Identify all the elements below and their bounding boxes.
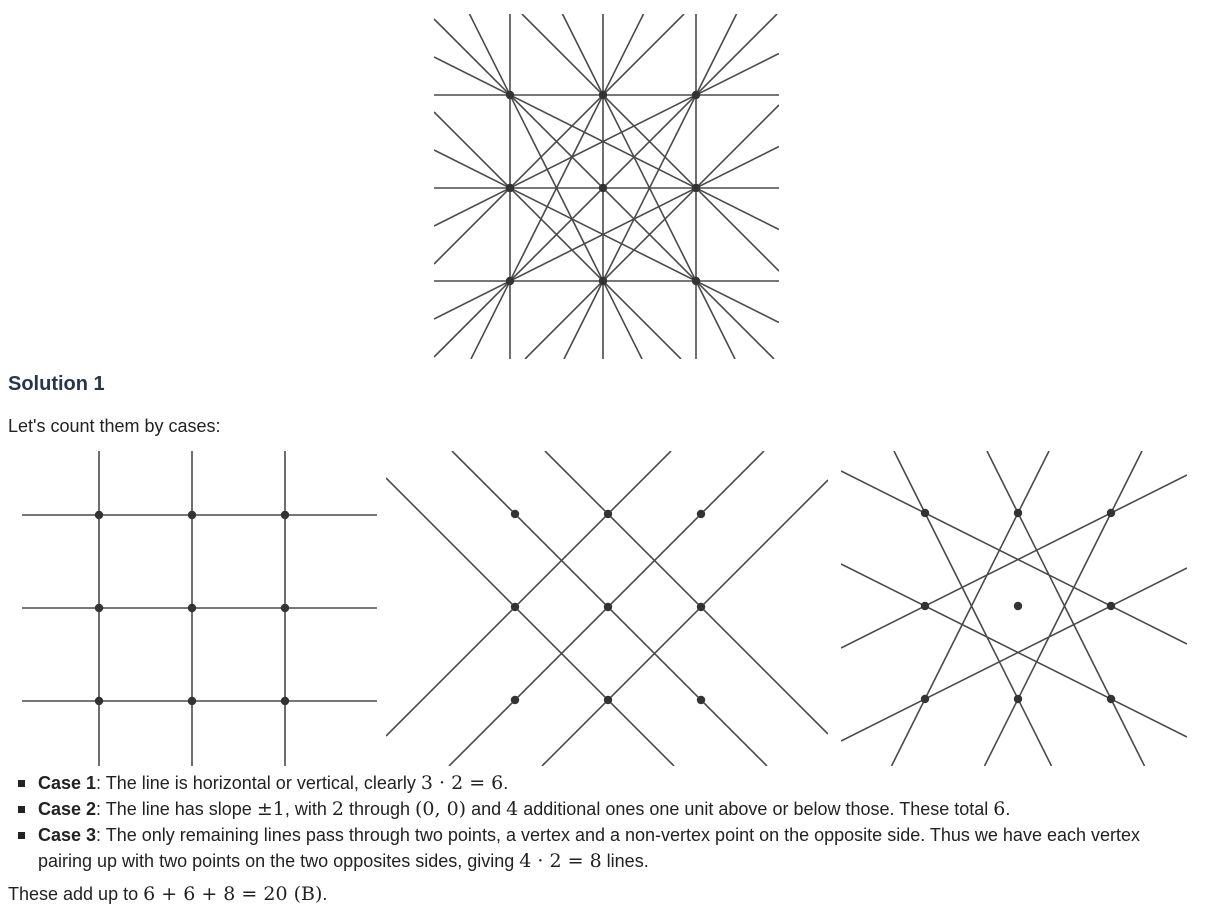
- case1-figure: [22, 451, 377, 766]
- case-item: [18, 822, 1198, 874]
- case-label: Case 1: [38, 773, 97, 793]
- case-math: 4 · 2 = 8: [519, 850, 602, 872]
- case-item: [18, 770, 1198, 796]
- grid-point: [692, 277, 700, 285]
- grid-point: [281, 604, 289, 612]
- bullet-icon: [18, 780, 25, 787]
- grid-point: [599, 91, 607, 99]
- line-segment: [987, 451, 1145, 766]
- line-segment: [434, 112, 681, 359]
- case3-figure: [841, 451, 1187, 766]
- grid-point: [188, 604, 196, 612]
- case-text: and: [466, 799, 507, 819]
- line-segment: [894, 451, 1052, 766]
- grid-point: [188, 697, 196, 705]
- conclusion-suffix: .: [322, 884, 328, 904]
- grid-point: [281, 697, 289, 705]
- case-text: : The line has slope: [96, 799, 257, 819]
- case-math: 2: [331, 798, 344, 820]
- line-segment: [471, 14, 644, 359]
- line-segment: [386, 451, 671, 736]
- line-segment: [545, 451, 828, 734]
- line-segment: [841, 564, 1187, 737]
- grid-point: [604, 603, 612, 611]
- line-segment: [985, 451, 1143, 766]
- grid-point: [1107, 695, 1115, 703]
- line-segment: [434, 150, 779, 323]
- grid-point: [95, 511, 103, 519]
- cases-list: [18, 770, 1198, 874]
- grid-point: [506, 184, 514, 192]
- combined-lines-figure: [434, 14, 779, 359]
- line-segment: [841, 568, 1187, 741]
- case-text: .: [503, 773, 509, 793]
- case-math: 4: [506, 798, 519, 820]
- grid-point: [1014, 602, 1022, 610]
- line-segment: [434, 54, 779, 227]
- case-text: additional ones one unit above or below those. These total: [518, 799, 994, 819]
- case-math: (0, 0): [415, 798, 467, 820]
- conclusion-text: [8, 883, 327, 905]
- grid-point: [921, 509, 929, 517]
- case-text: lines.: [601, 851, 649, 871]
- grid-point: [1014, 695, 1022, 703]
- case-item: [18, 796, 1198, 822]
- case-math: 6: [993, 798, 1006, 820]
- conclusion-prefix: These add up to: [8, 884, 144, 904]
- intro-text: Let's count them by cases:: [8, 416, 221, 436]
- grid-point: [599, 184, 607, 192]
- grid-point: [1014, 509, 1022, 517]
- grid-point: [697, 696, 705, 704]
- grid-point: [511, 696, 519, 704]
- line-segment: [470, 14, 643, 359]
- grid-point: [604, 510, 612, 518]
- line-segment: [563, 14, 736, 359]
- case-math: ±1: [256, 798, 285, 820]
- line-segment: [841, 471, 1187, 644]
- grid-point: [188, 511, 196, 519]
- grid-point: [95, 697, 103, 705]
- case-text: : The line is horizontal or vertical, clearly: [96, 773, 421, 793]
- grid-point: [506, 91, 514, 99]
- case-text: through: [343, 799, 416, 819]
- bullet-icon: [18, 806, 25, 813]
- grid-point: [697, 603, 705, 611]
- grid-point: [921, 695, 929, 703]
- grid-point: [1107, 602, 1115, 610]
- grid-point: [506, 277, 514, 285]
- grid-point: [697, 510, 705, 518]
- case-text: : The only remaining lines pass through two points, a vertex and a non-vertex point on the opposite side. Thus we have each vertex pairing up with two points on the two opposites sides, giving: [38, 825, 1141, 871]
- grid-point: [511, 603, 519, 611]
- case2-figure: [386, 451, 828, 766]
- conclusion-math: 6 + 6 + 8 = 20 (B): [143, 883, 323, 905]
- line-segment: [542, 480, 828, 766]
- grid-point: [511, 510, 519, 518]
- case-text: .: [1005, 799, 1011, 819]
- line-segment: [386, 478, 674, 766]
- grid-point: [599, 277, 607, 285]
- grid-point: [281, 511, 289, 519]
- line-segment: [434, 147, 779, 320]
- line-segment: [892, 451, 1050, 766]
- line-segment: [841, 475, 1187, 648]
- case-label: Case 3: [38, 825, 97, 845]
- grid-point: [692, 91, 700, 99]
- grid-point: [921, 602, 929, 610]
- grid-point: [692, 184, 700, 192]
- grid-point: [95, 604, 103, 612]
- grid-point: [604, 696, 612, 704]
- case-math: 3 · 2 = 6: [420, 772, 504, 794]
- case-label: Case 2: [38, 799, 97, 819]
- solution-heading: Solution 1: [8, 373, 105, 395]
- line-segment: [434, 57, 779, 230]
- case-text: , with: [284, 799, 332, 819]
- grid-point: [1107, 509, 1115, 517]
- bullet-icon: [18, 832, 25, 839]
- line-segment: [564, 14, 737, 359]
